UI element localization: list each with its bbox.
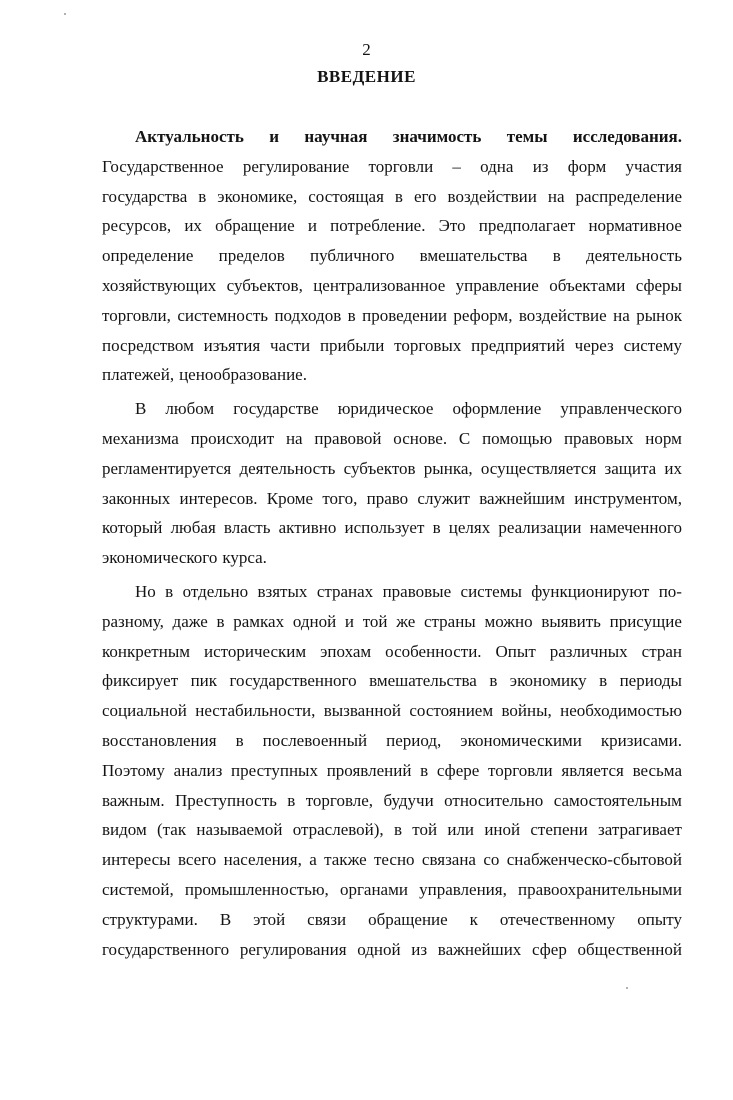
text-line: регламентируется деятельность субъектов рынка, осуществляется защита их bbox=[102, 458, 682, 478]
text-line: механизма происходит на правовой основе. С помощью правовых норм bbox=[102, 428, 682, 448]
text-line: хозяйствующих субъектов, централизованное управление объектами сферы bbox=[102, 275, 682, 295]
text-line: платежей, ценообразование. bbox=[102, 365, 307, 385]
text-line: видом (так называемой отраслевой), в той или иной степени затрагивает bbox=[102, 820, 682, 840]
text-line: структурами. В этой связи обращение к отечественному опыту bbox=[102, 909, 682, 929]
text-line: Поэтому анализ преступных проявлений в сфере торговли является весьма bbox=[102, 760, 682, 780]
text-line: который любая власть активно использует в целях реализации намеченного bbox=[102, 518, 682, 538]
text-line: разному, даже в рамках одной и той же страны можно выявить присущие bbox=[102, 611, 682, 631]
body-text bbox=[102, 122, 682, 964]
paragraph bbox=[102, 122, 682, 390]
text-line: определение пределов публичного вмешательства в деятельность bbox=[102, 246, 682, 266]
text-line: посредством изъятия части прибыли торговых предприятий через систему bbox=[102, 335, 682, 355]
text-line: восстановления в послевоенный период, экономическими кризисами. bbox=[102, 730, 682, 750]
text-line: ресурсов, их обращение и потребление. Это предполагает нормативное bbox=[102, 216, 682, 236]
text-line: государства в экономике, состоящая в его воздействии на распределение bbox=[102, 186, 682, 206]
text-line: социальной нестабильности, вызванной состоянием войны, необходимостью bbox=[102, 701, 682, 721]
text-line: Актуальность и научная значимость темы исследования. bbox=[135, 127, 682, 146]
text-line: интересы всего населения, а также тесно связана со снабженческо-сбытовой bbox=[102, 850, 682, 870]
text-line: системой, промышленностью, органами управления, правоохранительными bbox=[102, 879, 682, 899]
page-number: 2 bbox=[362, 40, 371, 59]
text-line: Государственное регулирование торговли – одна из форм участия bbox=[102, 156, 682, 176]
paragraph bbox=[102, 577, 682, 964]
text-line: государственного регулирования одной из важнейших сфер общественной bbox=[102, 939, 682, 959]
text-line: экономического курса. bbox=[102, 548, 267, 568]
section-heading: ВВЕДЕНИЕ bbox=[317, 67, 416, 86]
text-line: В любом государстве юридическое оформление управленческого bbox=[135, 399, 682, 419]
scan-speck bbox=[64, 13, 66, 15]
text-line: Но в отдельно взятых странах правовые системы функционируют по- bbox=[135, 581, 682, 601]
paragraph bbox=[102, 394, 682, 573]
scan-speck bbox=[626, 987, 628, 989]
text-line: важным. Преступность в торговле, будучи относительно самостоятельным bbox=[102, 790, 682, 810]
text-line: конкретным историческим эпохам особенности. Опыт различных стран bbox=[102, 641, 682, 661]
text-line: законных интересов. Кроме того, право служит важнейшим инструментом, bbox=[102, 488, 682, 508]
text-line: торговли, системность подходов в проведении реформ, воздействие на рынок bbox=[102, 305, 682, 325]
text-line: фиксирует пик государственного вмешательства в экономику в периоды bbox=[102, 671, 682, 691]
